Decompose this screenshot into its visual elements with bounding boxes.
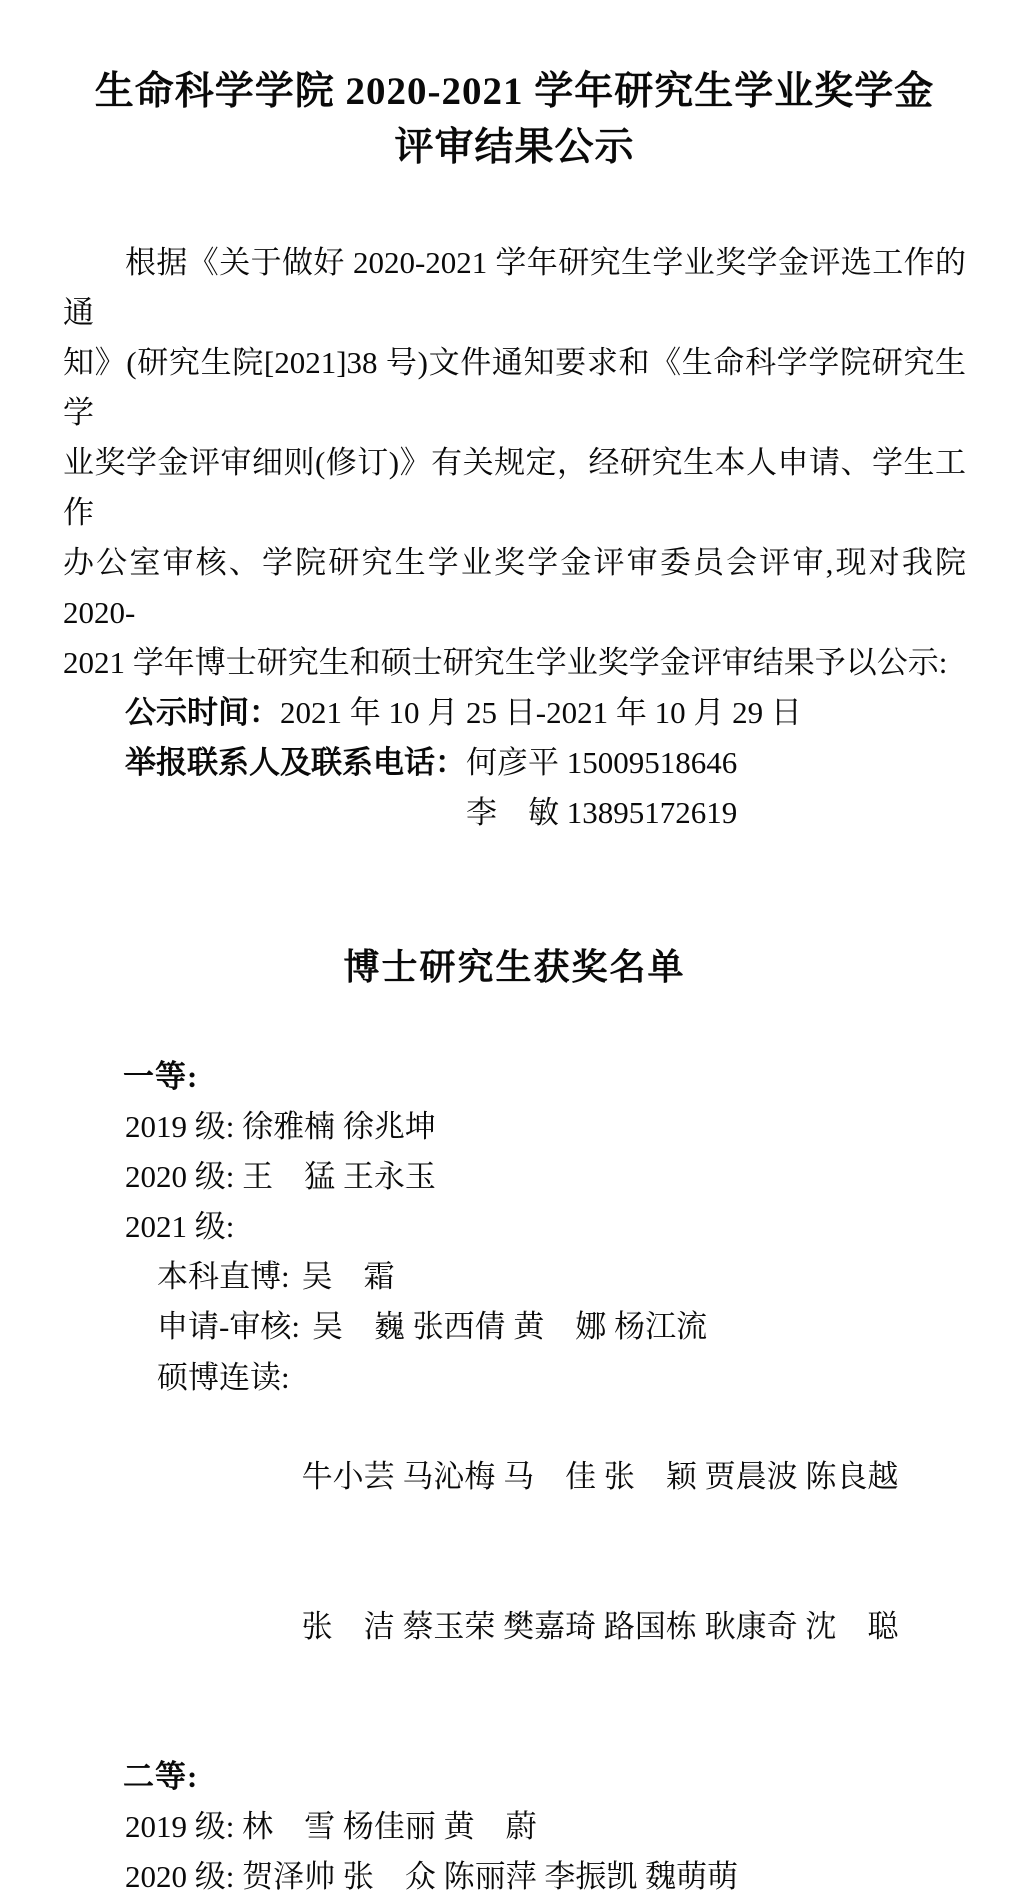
report-contact-row [125,738,966,838]
report-contact-1: 何彦平 15009518646 [466,745,738,780]
application-review-names: 吴 巍 张西倩 黄 娜 杨江流 [311,1309,708,1344]
document-title [63,64,966,176]
intro-line: 业奖学金评审细则(修订)》有关规定，经研究生本人申请、学生工作 [63,445,966,530]
title-line-2: 评审结果公示 [394,126,635,169]
intro-paragraph [63,238,966,688]
tier2-grade-2019-row: 2019 级: 林 雪 杨佳丽 黄 蔚 [125,1809,537,1844]
tier-1-label: 一等: [123,1059,199,1094]
title-line-1: 生命科学学院 2020-2021 学年研究生学业奖学金 [94,70,935,113]
doctoral-award-list [63,1052,966,1902]
intro-line: 根据《关于做好 2020-2021 学年研究生学业奖学金评选工作的通 [63,245,966,330]
combined-names-line-1: 牛小芸 马沁梅 马 佳 张 颖 贾晨波 陈良越 [301,1459,899,1494]
doctoral-award-heading: 博士研究生获奖名单 [343,947,686,987]
tier1-grade-2019-row: 2019 级: 徐雅楠 徐兆坤 [125,1109,436,1144]
intro-line: 知》(研究生院[2021]38 号)文件通知要求和《生命科学学院研究生学 [63,345,966,430]
application-review-label: 申请-审核: [157,1309,300,1344]
report-contact-label: 举报联系人及联系电话： [125,745,466,780]
combined-masters-phd-label: 硕博连读: [157,1360,290,1395]
combined-masters-phd-row [157,1352,966,1752]
combined-masters-phd-names [302,1352,899,1752]
publicity-time-row [125,688,966,738]
tier2-grade-2020-row: 2020 级: 贺泽帅 张 众 陈丽萍 李振凯 魏萌萌 [125,1859,739,1894]
combined-names-line-2: 张 洁 蔡玉荣 樊嘉琦 路国栋 耿康奇 沈 聪 [301,1609,899,1644]
direct-phd-row [157,1252,966,1302]
tier1-grade-2021-row: 2021 级: [125,1209,235,1244]
application-review-row [157,1302,966,1352]
report-contact-2: 李 敏 13895172619 [466,795,738,830]
direct-phd-label: 本科直博: [157,1259,290,1294]
publicity-time-label: 公示时间： [125,695,280,730]
intro-line: 办公室审核、学院研究生学业奖学金评审委员会评审,现对我院 2020- [63,545,966,630]
report-contact-list [466,738,737,838]
tier1-grade-2020-row: 2020 级: 王 猛 王永玉 [125,1159,436,1194]
direct-phd-names: 吴 霜 [301,1259,395,1294]
publicity-time-value: 2021 年 10 月 25 日-2021 年 10 月 29 日 [280,695,802,730]
tier-2-label: 二等: [123,1759,199,1794]
intro-line: 2021 学年博士研究生和硕士研究生学业奖学金评审结果予以公示: [63,645,948,680]
